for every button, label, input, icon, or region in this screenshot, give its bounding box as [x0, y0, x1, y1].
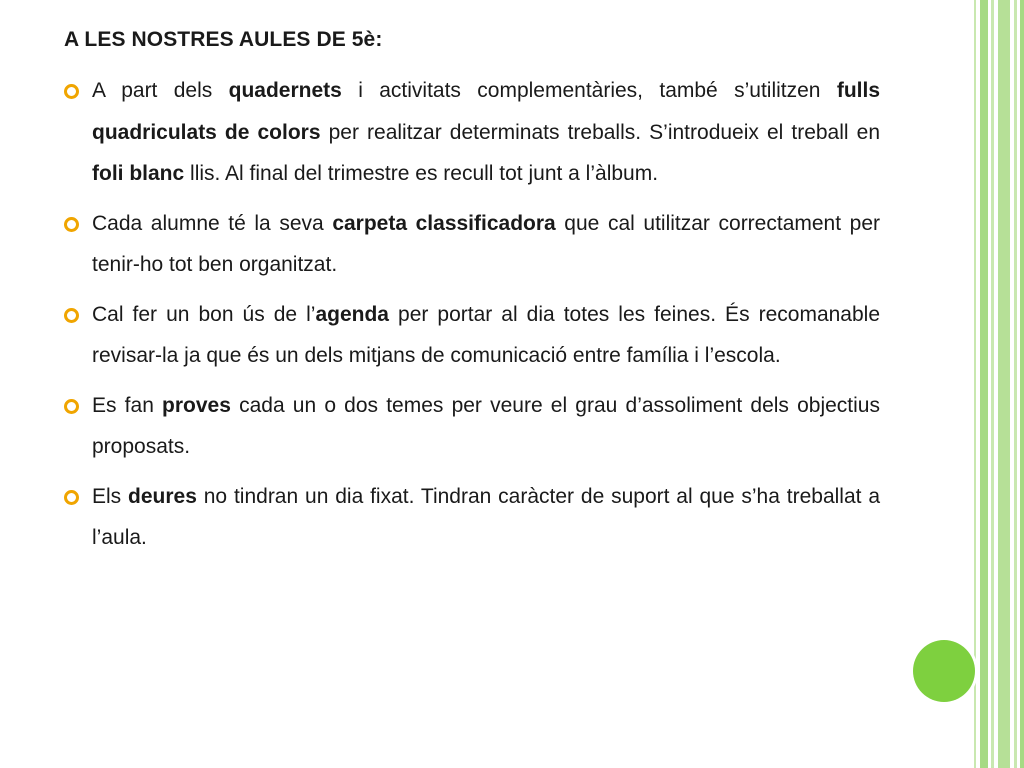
bullet-text-bold: carpeta classificadora — [332, 211, 556, 235]
bullet-text-bold: foli blanc — [92, 162, 185, 185]
bullet-circle-icon — [64, 490, 79, 505]
bullet-circle-icon — [64, 84, 79, 99]
bullet-text-bold: fulls quadriculats de colors — [92, 79, 880, 144]
bullet-circle-icon — [64, 308, 79, 323]
bullet-text-bold: deures — [128, 484, 197, 508]
bullet-text: no tindran un dia fixat. Tindran caràcter de suport al que s’ha treballat a l’aula. — [92, 484, 880, 549]
stripe — [980, 0, 988, 768]
stripe — [1020, 0, 1024, 768]
bullet-text: llis. Al final del trimestre es recull tot junt a l’àlbum. — [184, 162, 659, 185]
bullet-text: per portar al dia totes les feines. És recomanable revisar-la ja que és un dels mitjans de comunicació entre família i l’escola. — [92, 302, 880, 367]
bullet-item — [60, 294, 880, 377]
bullet-text: Cada alumne té la seva — [92, 211, 333, 235]
stripe — [991, 0, 994, 768]
bullet-item — [60, 203, 880, 286]
bullet-list — [60, 70, 880, 559]
bullet-text-bold: agenda — [315, 302, 389, 326]
bullet-text: Es fan — [92, 393, 163, 417]
bullet-item — [60, 385, 880, 468]
bullet-text: Cal fer un bon ús de l’ — [92, 302, 316, 326]
bullet-circle-icon — [64, 217, 79, 232]
bullet-text: A part dels — [92, 79, 229, 102]
bullet-circle-icon — [64, 399, 79, 414]
decorative-circle — [913, 640, 975, 702]
slide-title: A LES NOSTRES AULES DE 5è: — [64, 28, 383, 51]
stripe — [998, 0, 1010, 768]
bullet-text: Els — [92, 484, 129, 508]
bullet-text: i activitats complementàries, també s’utilitzen — [341, 79, 837, 102]
stripe — [974, 0, 976, 768]
bullet-text-bold: proves — [162, 393, 231, 417]
decorative-stripes — [974, 0, 1024, 768]
bullet-item — [60, 70, 880, 195]
bullet-text-bold: quadernets — [228, 79, 342, 102]
slide-content — [60, 28, 880, 567]
bullet-item — [60, 476, 880, 559]
bullet-text: que cal utilitzar correctament per tenir-ho tot ben organitzat. — [92, 211, 881, 276]
stripe — [1014, 0, 1017, 768]
bullet-text: per realitzar determinats treballs. S’introdueix el treball en — [320, 120, 880, 144]
bullet-text: cada un o dos temes per veure el grau d’assoliment dels objectius proposats. — [92, 393, 880, 458]
